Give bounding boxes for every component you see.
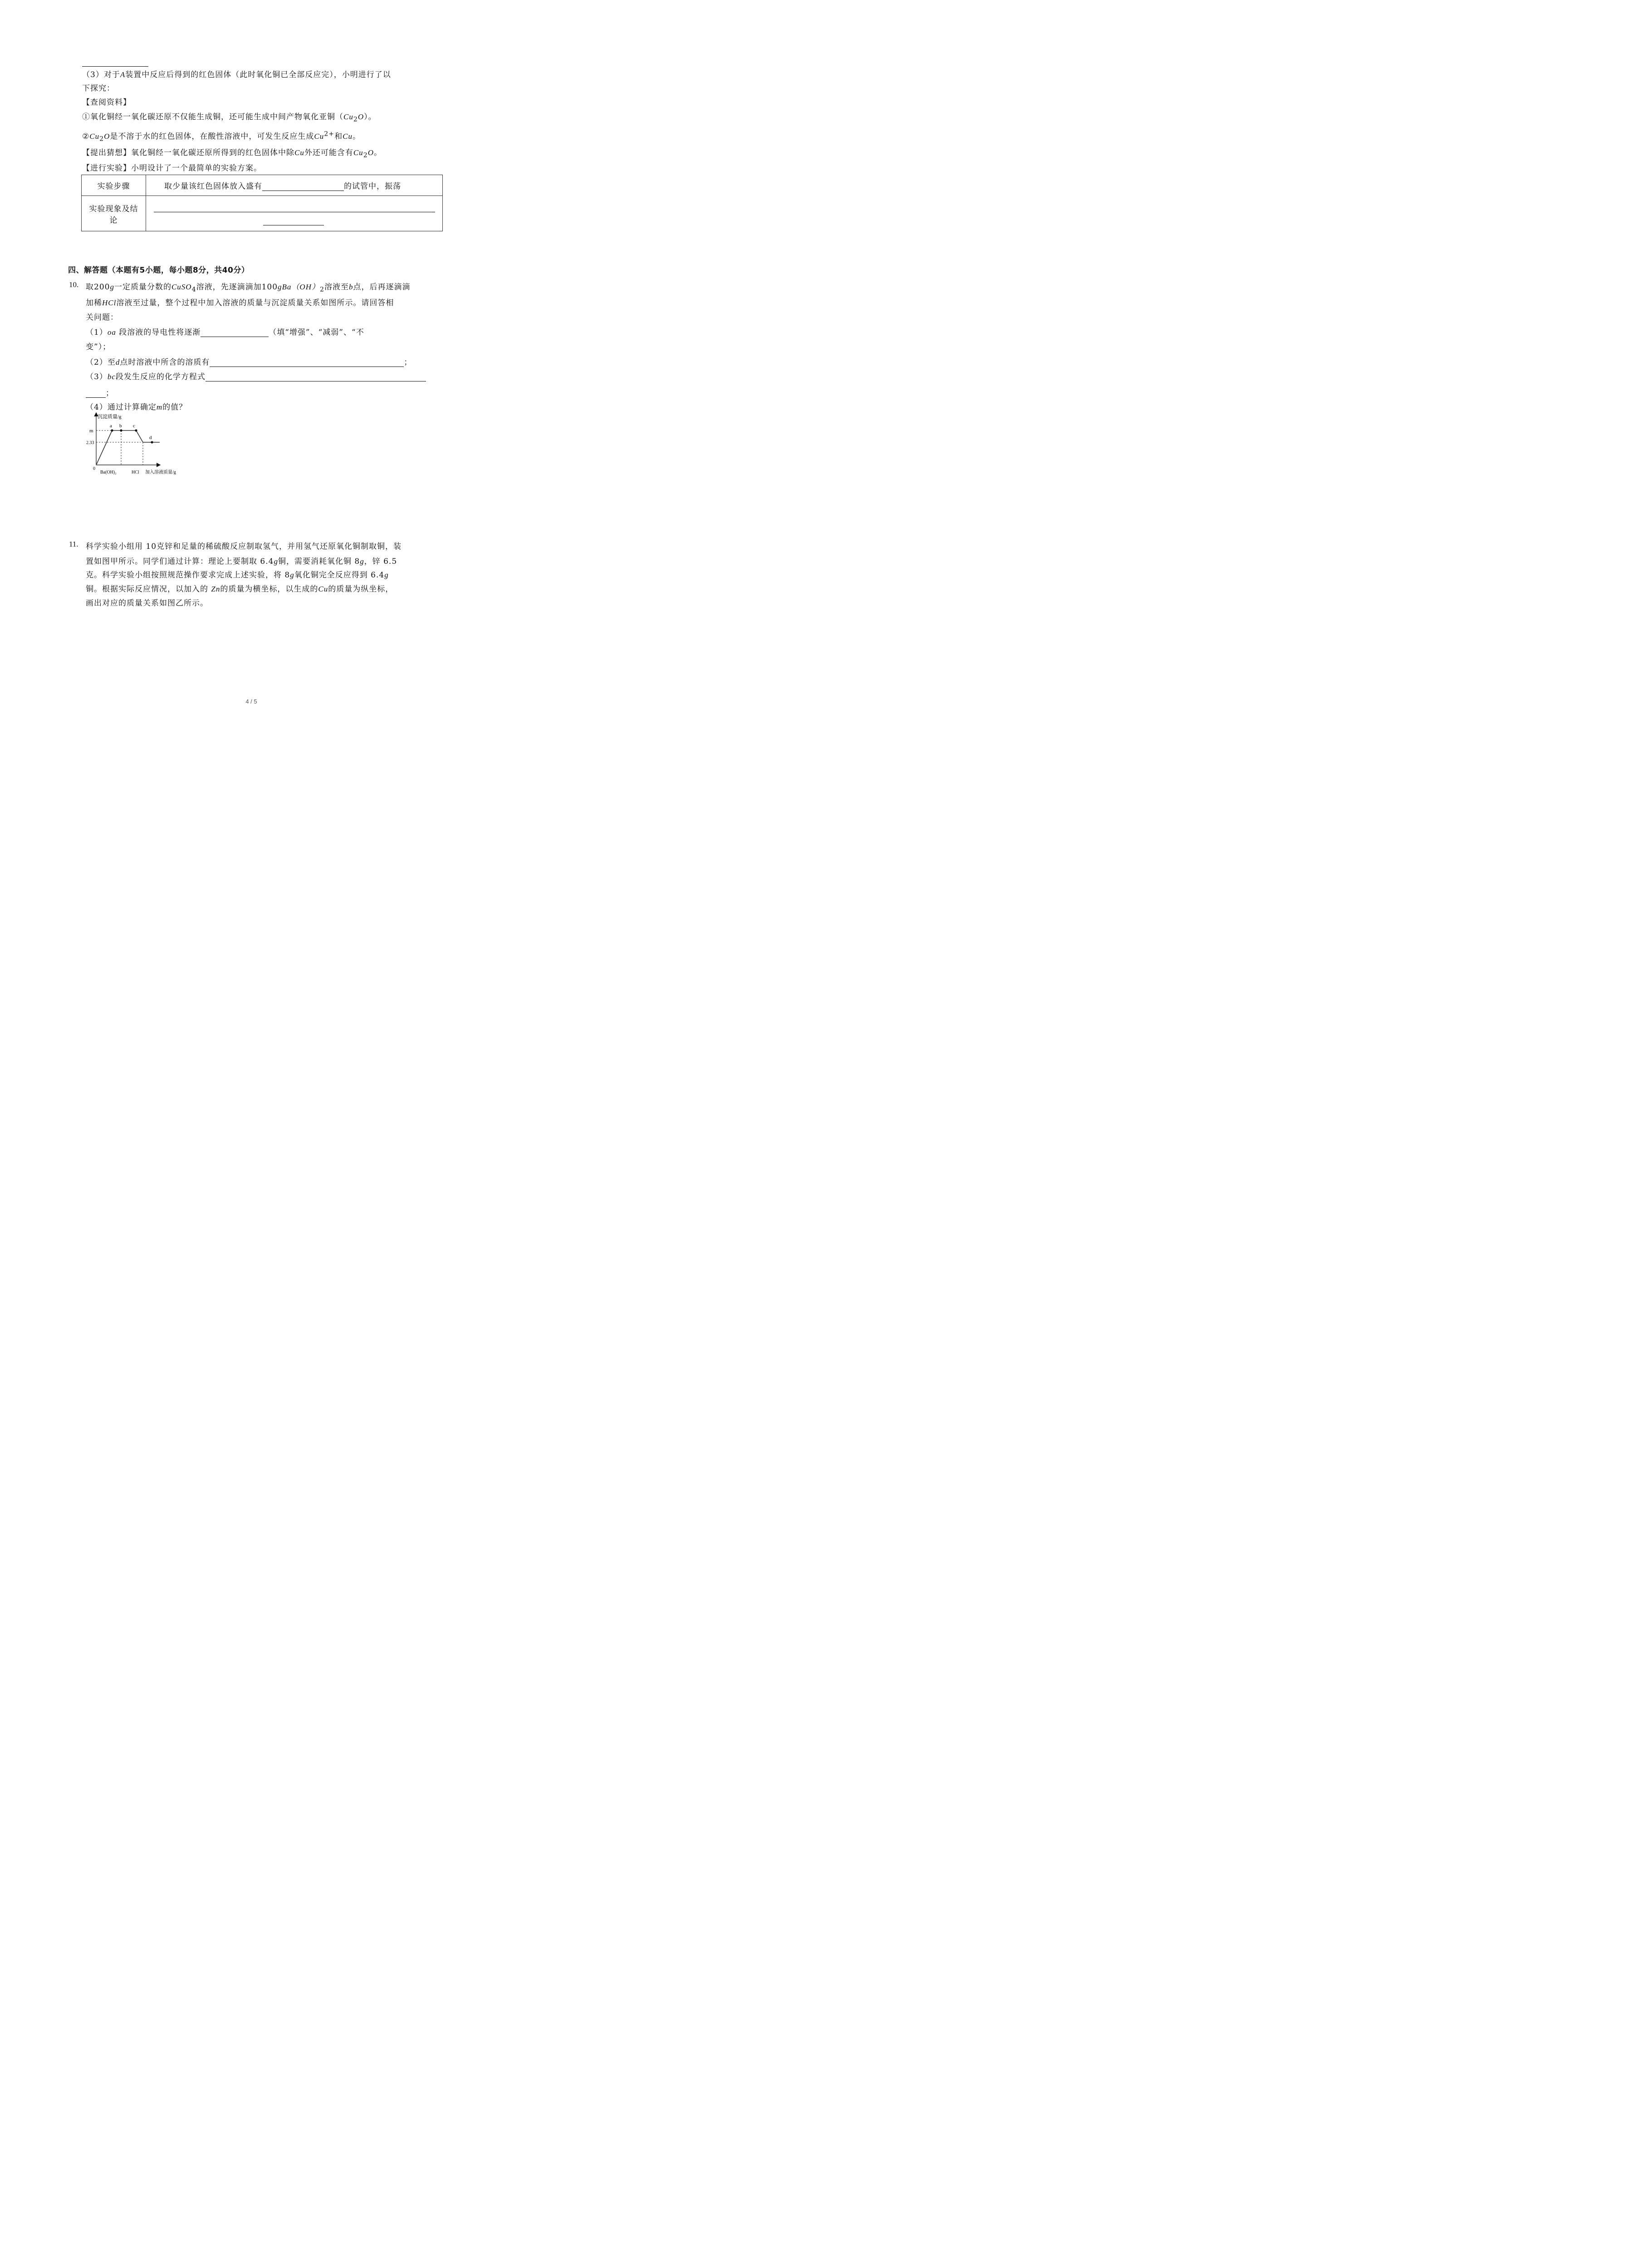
q11-line-2: 置如图甲所示。同学们通过计算：理论上要制取 6.4g铜，需要消耗氧化铜 8g，锌 6.5 bbox=[86, 557, 397, 566]
q10-line-3: 关问题： bbox=[86, 313, 118, 322]
q10-part-2: （2）至d点时溶液中所含的溶质有 ； bbox=[86, 358, 412, 367]
q3-intro: （3）对于A装置中反应后得到的红色固体（此时氧化铜已全部反应完），小明进行了以 bbox=[82, 70, 391, 79]
question-number: 10. bbox=[69, 280, 79, 289]
q10-line-2: 加稀HCl溶液至过量，整个过程中加入溶液的质量与沉淀质量关系如图所示。请回答相 bbox=[86, 298, 394, 308]
label-origin: 0 bbox=[93, 466, 95, 471]
reference-heading: 【查阅资料】 bbox=[82, 98, 131, 107]
point-c bbox=[135, 429, 137, 431]
q11-line-4: 铜。根据实际反应情况，以加入的 Zn的质量为横坐标，以生成的Cu的质量为纵坐标， bbox=[86, 585, 394, 594]
point-a bbox=[111, 429, 113, 431]
label-hcl: HCl bbox=[132, 470, 139, 475]
point-b bbox=[120, 429, 122, 431]
label-b: b bbox=[119, 423, 122, 429]
point-d bbox=[151, 441, 153, 443]
label-m: m bbox=[89, 428, 93, 434]
q11-line-1: 科学实验小组用 10克锌和足量的稀硫酸反应制取氢气，并用氢气还原氧化铜制取铜，装 bbox=[86, 542, 402, 551]
q3-intro-cont: 下探究： bbox=[82, 84, 115, 93]
table-cell-steps: 取少量该红色固体放入盛有 的试管中，振荡 bbox=[146, 175, 443, 196]
answer-blank[interactable] bbox=[201, 328, 269, 337]
answer-blank-line bbox=[82, 66, 148, 67]
label-d: d bbox=[149, 435, 152, 440]
page-number: 4 / 5 bbox=[245, 698, 257, 705]
q11-line-3: 克。科学实验小组按照规范操作要求完成上述实验，将 8g氧化铜完全反应得到 6.4g bbox=[86, 571, 389, 580]
q10-part-4: （4）通过计算确定m的值？ bbox=[86, 403, 187, 412]
hypothesis: 【提出猜想】氧化铜经一氧化碳还原所得到的红色固体中除Cu外还可能含有$Cu_2O$。 bbox=[82, 148, 382, 159]
q10-part-3-cont: ； bbox=[86, 386, 114, 398]
q10-line-1: 取200g一定质量分数的CuSO$_4$溶液，先逐滴滴加$100gBa(OH)_2$溶液至b点，后再逐滴滴 bbox=[86, 283, 411, 293]
label-a: a bbox=[110, 423, 112, 429]
y-axis-label: 沉淀质量/g bbox=[98, 414, 122, 420]
reference-item-1: ①氧化铜经一氧化碳还原不仅能生成铜，还可能生成中间产物氧化亚铜$(Cu_2O)$。 bbox=[82, 112, 377, 123]
q10-part-1-cont: 变”）； bbox=[86, 342, 111, 352]
precipitate-mass-graph bbox=[86, 411, 195, 479]
answer-blank[interactable] bbox=[86, 389, 106, 398]
q11-line-5: 画出对应的质量关系如图乙所示。 bbox=[86, 599, 208, 608]
question-number: 11. bbox=[69, 540, 78, 548]
section-title: 四、解答题（本题有5小题，每小题8分，共40分） bbox=[68, 266, 250, 275]
q10-part-1: （1）oa 段溶液的导电性将逐渐 （填“增强”、“减弱”、“不 bbox=[86, 328, 364, 337]
experiment-intro: 【进行实验】小明设计了一个最简单的实验方案。 bbox=[82, 164, 262, 173]
q10-part-3: （3）bc段发生反应的化学方程式 bbox=[86, 370, 426, 381]
answer-blank[interactable] bbox=[210, 358, 404, 367]
reference-item-2: $②Cu_2O$是不溶于水的红色固体，在酸性溶液中，可发生反应生成$Cu^{2+}$和Cu。 bbox=[82, 130, 361, 143]
answer-blank[interactable] bbox=[206, 373, 426, 381]
x-axis-label: 加入溶液质量/g bbox=[145, 470, 176, 475]
label-baoh2: Ba(OH)₂ bbox=[100, 470, 117, 475]
label-2-33: 2.33 bbox=[86, 440, 94, 445]
table-cell-result bbox=[146, 196, 443, 231]
label-c: c bbox=[133, 423, 135, 429]
table-header-steps: 实验步骤 bbox=[82, 175, 146, 196]
table-header-result: 实验现象及结 论 bbox=[82, 196, 146, 231]
experiment-table bbox=[81, 175, 443, 231]
answer-blank[interactable] bbox=[262, 182, 344, 191]
